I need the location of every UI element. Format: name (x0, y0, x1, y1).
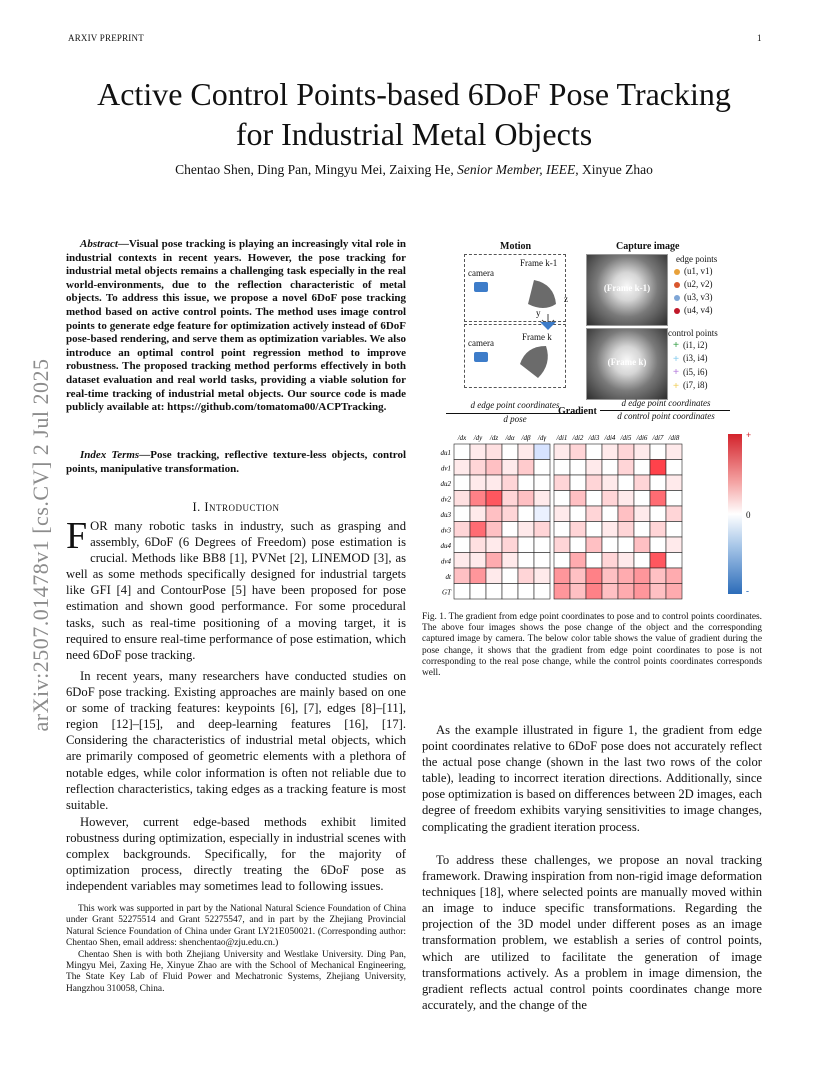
heatmap-cell (618, 537, 634, 553)
row-label: dt (445, 572, 451, 581)
heatmap-cell (586, 491, 602, 507)
heatmap-cell (518, 460, 534, 476)
author-list (0, 162, 828, 178)
camera-label-prev: camera (468, 268, 494, 278)
heatmap-cell (502, 568, 518, 584)
heatmap-cell (486, 522, 502, 538)
edge-points-title: edge points (676, 254, 718, 264)
row-label: du1 (440, 448, 451, 457)
heatmap-cell (534, 568, 550, 584)
edge-point-label: (u1, v1) (684, 266, 713, 276)
camera-label-cur: camera (468, 338, 494, 348)
heatmap-cell (602, 568, 618, 584)
column-header: /dx (457, 434, 467, 442)
heatmap-cell (586, 444, 602, 460)
heatmap-cell (618, 444, 634, 460)
heatmap-cell (518, 584, 534, 600)
motion-label: Motion (500, 241, 532, 252)
heatmap-cell (570, 584, 586, 600)
drop-cap: F (66, 515, 88, 557)
heatmap-cell (618, 584, 634, 600)
figure-1 (424, 238, 764, 608)
motion-down-arrow-icon (540, 322, 556, 330)
gradient-right-denominator: d control point coordinates (617, 411, 715, 421)
column-header: /di4 (604, 434, 616, 442)
heatmap-cell (502, 537, 518, 553)
heatmap-cell (666, 584, 682, 600)
edge-dot-icon (674, 282, 680, 288)
heatmap-cell (486, 537, 502, 553)
heatmap-cell (454, 460, 470, 476)
heatmap-cell (618, 475, 634, 491)
edge-dot-icon (674, 308, 680, 314)
column-header: /di3 (588, 434, 600, 442)
heatmap-cell (454, 584, 470, 600)
paper-title (0, 74, 828, 154)
intro-paragraph-3: However, current edge-based methods exhibit limited robustness during optimization, especially in industrial scenes with complex backgrounds. Specifically, for the majority of optimization process, directly treating the 6DoF pose as independent variables may sometimes lead to following issues. (66, 815, 406, 894)
heatmap-cell (586, 475, 602, 491)
heatmap-cell (486, 475, 502, 491)
column-header: /di2 (572, 434, 584, 442)
heatmap-cell (454, 553, 470, 569)
heatmap-cell (618, 568, 634, 584)
heatmap-cell (486, 491, 502, 507)
heatmap-cell (618, 506, 634, 522)
plus-icon: + (672, 379, 680, 392)
heatmap-cell (602, 506, 618, 522)
heatmap-cell (586, 553, 602, 569)
heatmap-cell (470, 584, 486, 600)
title-line-2: for Industrial Metal Objects (235, 116, 593, 152)
heatmap-cell (554, 537, 570, 553)
control-point-2 (672, 353, 708, 363)
heatmap-cell (666, 506, 682, 522)
row-label: dv2 (440, 495, 451, 504)
heatmap-cell (666, 522, 682, 538)
axis-z-label: z (564, 294, 568, 304)
intro-p1-text: OR many robotic tasks in industry, such as grasping and assembly, 6DoF (6 Degrees of Freedom) pose estimation is crucial. Methods like BB8 [1], PVNet [2], LINEMOD [3], as well as some methods specifically designed for industrial targets like GFI [4] and ContourPose [5] have been proposed for pose estimation and shown good performance. For some procedural tasks, such as real-time positioning of a moving target, it is required to ensure real-time performance of pose estimation, which need 6DoF pose tracking. (66, 519, 406, 662)
heatmap-cell (634, 568, 650, 584)
index-terms-text: —Pose tracking, reflective texture-less objects, control points, manipulative transformation. (66, 449, 406, 475)
heatmap-cell (502, 506, 518, 522)
heatmap-cell (502, 584, 518, 600)
heatmap-cell (634, 475, 650, 491)
heatmap-cell (602, 537, 618, 553)
heatmap-cell (470, 522, 486, 538)
abstract-lead: Abstract (80, 238, 118, 250)
heatmap-cell (470, 537, 486, 553)
heatmap-cell (602, 444, 618, 460)
heatmap-cell (534, 537, 550, 553)
colorbar-minus-label: - (746, 586, 749, 596)
heatmap-cell (454, 506, 470, 522)
heatmap-cell (618, 491, 634, 507)
heatmap-cell (570, 553, 586, 569)
heatmap-cell (602, 522, 618, 538)
heatmap-cell (518, 537, 534, 553)
heatmap-cell (634, 537, 650, 553)
heatmap-cell (518, 568, 534, 584)
heatmap-cell (650, 584, 666, 600)
camera-icon-2 (474, 352, 488, 362)
heatmap-cell (518, 475, 534, 491)
heatmap-cell (534, 522, 550, 538)
column-header: /di1 (556, 434, 568, 442)
heatmap-cell (586, 460, 602, 476)
photo-cur-label: (Frame k) (607, 357, 647, 367)
heatmap-cell (518, 553, 534, 569)
edge-points-legend (674, 266, 713, 315)
heatmap-cell (518, 522, 534, 538)
capture-photo-prev (586, 254, 668, 326)
heatmap-cell (586, 568, 602, 584)
heatmap-cell (570, 444, 586, 460)
camera-icon (474, 282, 488, 292)
heatmap-cell (534, 553, 550, 569)
heatmap-cell (650, 537, 666, 553)
object-shape-cur (520, 346, 548, 378)
heatmap-cell (602, 460, 618, 476)
control-points-legend (672, 340, 708, 391)
edge-point-2 (674, 279, 713, 289)
gradient-label: Gradient (558, 406, 597, 417)
heatmap-cell (634, 491, 650, 507)
heatmap-cell (554, 568, 570, 584)
heatmap-cell (518, 506, 534, 522)
heatmap-cell (634, 522, 650, 538)
heatmap-cell (666, 553, 682, 569)
heatmap-cell (586, 584, 602, 600)
heatmap-cell (618, 553, 634, 569)
column-header: /di5 (620, 434, 632, 442)
heatmap-cell (486, 553, 502, 569)
column-header: /dα (505, 434, 515, 442)
heatmap-cell (554, 584, 570, 600)
heatmap-cell (486, 506, 502, 522)
photo-prev-label: (Frame k-1) (603, 283, 651, 293)
edge-point-label: (u2, v2) (684, 279, 713, 289)
heatmap-cell (650, 491, 666, 507)
heatmap-cell (634, 553, 650, 569)
gradient-heatmap (424, 430, 724, 606)
plus-icon: + (672, 352, 680, 365)
heatmap-cell (650, 460, 666, 476)
heatmap-cell (518, 444, 534, 460)
control-point-label: (i3, i4) (683, 353, 708, 364)
control-point-4 (672, 380, 708, 390)
heatmap-cell (666, 460, 682, 476)
edge-dot-icon (674, 269, 680, 275)
heatmap-cell (486, 460, 502, 476)
heatmap-cell (602, 553, 618, 569)
heatmap-cell (534, 506, 550, 522)
heatmap-cell (570, 491, 586, 507)
heatmap-cell (502, 553, 518, 569)
edge-point-3 (674, 292, 713, 302)
gradient-left-denominator: d pose (503, 414, 527, 424)
heatmap-cell (570, 568, 586, 584)
heatmap-cell (534, 475, 550, 491)
frame-prev-label: Frame k-1 (520, 258, 558, 268)
heatmap-cell (534, 491, 550, 507)
abstract (66, 238, 406, 415)
heatmap-cell (486, 584, 502, 600)
control-point-3 (672, 367, 708, 377)
heatmap-cell (470, 444, 486, 460)
heatmap-cell (470, 491, 486, 507)
plus-icon: + (672, 366, 680, 379)
heatmap-cell (570, 506, 586, 522)
heatmap-cell (602, 475, 618, 491)
heatmap-cell (554, 506, 570, 522)
control-point-label: (i1, i2) (683, 340, 708, 350)
row-label: du2 (440, 479, 451, 488)
column-header: /di6 (636, 434, 648, 442)
authors-tail: , Xinyue Zhao (575, 162, 653, 177)
edge-dot-icon (674, 295, 680, 301)
capture-label: Capture image (616, 241, 680, 252)
heatmap-cell (602, 491, 618, 507)
gradient-right-numerator: d edge point coordinates (621, 398, 711, 408)
heatmap-cell (586, 522, 602, 538)
edge-point-4 (674, 305, 713, 315)
heatmap-cell (602, 584, 618, 600)
heatmap-cell (570, 460, 586, 476)
title-line-1: Active Control Points-based 6DoF Pose Tracking (97, 76, 731, 112)
colorbar-zero-label: 0 (746, 510, 751, 520)
heatmap-cell (650, 568, 666, 584)
heatmap-cell (486, 568, 502, 584)
heatmap-cell (454, 522, 470, 538)
column-header: /di7 (652, 434, 664, 442)
axis-y-label: y (536, 308, 541, 318)
authors-names: Chentao Shen, Ding Pan, Mingyu Mei, Zaixing He, (175, 162, 458, 177)
heatmap-cell (554, 491, 570, 507)
column-header: /di8 (668, 434, 680, 442)
heatmap-cell (666, 444, 682, 460)
edge-point-label: (u4, v4) (684, 305, 713, 315)
arxiv-identifier: arXiv:2507.01478v1 [cs.CV] 2 Jul 2025 (28, 358, 53, 732)
footnote-funding: This work was supported in part by the National Natural Science Foundation of China under Grant 52275514 and Grant 52275547, and in part by the Zhejiang Provincial Natural Science Foundation of China under Grant LY21E050021. (Corresponding author: Chentao Shen, email address: shenchentao@zju.edu.cn.) (66, 904, 406, 949)
right-paragraph-1: As the example illustrated in figure 1, the gradient from edge point coordinates relative to 6DoF pose does not accurately reflect the actual pose change (shown in the last two rows of the color table), leading to incorrect iteration directions. Additionally, since pose optimization is based on differences between 2D images, each degree of freedom exhibits varying sensitivities to image changes, complicating the gradient iteration process. (422, 723, 762, 834)
heatmap-cell (454, 475, 470, 491)
control-point-label: (i7, i8) (683, 380, 708, 391)
index-terms (66, 449, 406, 476)
footnote-affiliation: Chentao Shen is with both Zhejiang University and Westlake University. Ding Pan, Mingyu Mei, Zaxing He, Xinyue Zhao are with the School of Mechanical Engineering, The State Key Lab of Fluid Power and Mechatronic Systems, Zhejiang University, Hangzhou 310058, China. (66, 949, 406, 994)
heatmap-cell (470, 568, 486, 584)
heatmap-cell (666, 475, 682, 491)
figure-caption: Fig. 1. The gradient from edge point coordinates to pose and to control points coordinates. The above four images shows the pose change of the object and the corresponding captured image by camera. The below color table shows the value of gradient during the pose change, it shows that the gradient from edge point coordinates to pose is not corresponding to the real pose change, while the control points coordinates corresponds well. (422, 612, 762, 679)
object-shape-prev (528, 280, 556, 308)
heatmap-cell (470, 553, 486, 569)
edge-point-label: (u3, v3) (684, 292, 713, 302)
heatmap-cell (502, 475, 518, 491)
control-point-1 (672, 340, 708, 350)
heatmap-cell (534, 460, 550, 476)
intro-paragraph-2: In recent years, many researchers have conducted studies on 6DoF pose tracking. Existing approaches are mainly based on one or some of tracking features: keypoints [6], [7], edges [8]–[11], region [12]–[15], and deep-learning features [16], [17]. Considering the characteristics of industrial metal objects, which are primarily composed of geometric elements with a plethora of notable edges, while color information is often not reliable due to reflection characteristics, taking edges as a tracking feature is most suitable. (66, 669, 406, 812)
row-label: dv4 (440, 557, 451, 566)
row-label: dv3 (440, 526, 451, 535)
heatmap-cell (650, 522, 666, 538)
row-label: GT (442, 588, 451, 597)
heatmap-cell (650, 506, 666, 522)
index-terms-lead: Index Terms (80, 449, 140, 461)
section-heading: I. Introduction (192, 500, 280, 514)
control-points-title: control points (668, 328, 718, 338)
heatmap-cell (634, 584, 650, 600)
column-header: /dβ (521, 434, 531, 442)
heatmap-cell (454, 537, 470, 553)
heatmap-cell (570, 522, 586, 538)
footnote (66, 904, 406, 995)
plus-icon: + (672, 339, 680, 352)
heatmap-cell (554, 475, 570, 491)
heatmap-cell (518, 491, 534, 507)
heatmap-cell (454, 568, 470, 584)
heatmap-cell (570, 537, 586, 553)
heatmap-cell (502, 444, 518, 460)
heatmap-cell (554, 553, 570, 569)
intro-paragraph-1 (66, 515, 406, 663)
heatmap-cell (534, 444, 550, 460)
row-label: du3 (440, 510, 451, 519)
heatmap-cell (554, 460, 570, 476)
heatmap-cell (666, 568, 682, 584)
heatmap-cell (666, 491, 682, 507)
colorbar-plus-label: + (746, 430, 752, 440)
heatmap-cell (554, 522, 570, 538)
heatmap-cell (650, 444, 666, 460)
heatmap-cell (634, 506, 650, 522)
edge-point-1 (674, 266, 713, 276)
authors-role: Senior Member, IEEE (457, 162, 576, 177)
heatmap-cell (470, 460, 486, 476)
heatmap-cell (534, 584, 550, 600)
running-header: ARXIV PREPRINT (68, 33, 144, 43)
heatmap-cell (502, 460, 518, 476)
heatmap-cell (502, 491, 518, 507)
row-label: dv1 (440, 464, 451, 473)
heatmap-cell (586, 506, 602, 522)
heatmap-cell (486, 444, 502, 460)
heatmap-cell (502, 522, 518, 538)
heatmap-cell (586, 537, 602, 553)
heatmap-cell (650, 553, 666, 569)
heatmap-cell (454, 444, 470, 460)
right-paragraph-2: To address these challenges, we propose an noval tracking framework. Drawing inspiration from non-rigid image deformation techniques [18], where selected points are manually moved within an image to induce specific transformations. Regarding the projection of the 3D model under different poses as an image transformation problem, we establish a series of control points, which are utilized to facilitate the generation of image transformations actively. As a problem in image dimension, the gradient reflects actual control points coordinates change more accurately, and the change of the (422, 853, 762, 1012)
control-point-label: (i5, i6) (683, 366, 708, 377)
column-header: /dz (489, 434, 499, 442)
heatmap-cell (666, 537, 682, 553)
heatmap-cell (634, 460, 650, 476)
gradient-left-numerator: d edge point coordinates (470, 400, 560, 410)
heatmap-cell (618, 460, 634, 476)
abstract-text: —Visual pose tracking is playing an increasingly vital role in industrial contexts in recent years. However, the pose tracking for industrial metal objects remains a challenging task especially in the real world-environments, due to the reflection characteristic of metal objects. To address this issue, we propose a novel 6DoF pose tracking method based on active control points. The method uses image control points to generate edge feature for optimization actively instead of 6DoF pose-based rendering, and serve them as optimization variables. We also introduce an optimal control point regression method to improve robustness. The proposed tracking method performs effectively in both dataset evaluation and real world tasks, providing a viable solution for real-time tracking of industrial metal objects. Our source code is made publicly available at: https://github.com/tomatoma00/ACPTracking. (66, 238, 406, 414)
heatmap-cell (650, 475, 666, 491)
row-label: du4 (440, 541, 451, 550)
heatmap-cell (570, 475, 586, 491)
heatmap-cell (618, 522, 634, 538)
heatmap-cell (470, 506, 486, 522)
page-number: 1 (757, 33, 762, 43)
capture-photo-cur (586, 328, 668, 400)
frame-cur-label: Frame k (522, 332, 552, 342)
motion-sketch (464, 254, 574, 388)
column-header: /dγ (537, 434, 547, 442)
heatmap-cell (454, 491, 470, 507)
column-header: /dy (473, 434, 483, 442)
colorbar (728, 434, 742, 594)
heatmap-cell (634, 444, 650, 460)
heatmap-cell (554, 444, 570, 460)
heatmap-cell (470, 475, 486, 491)
